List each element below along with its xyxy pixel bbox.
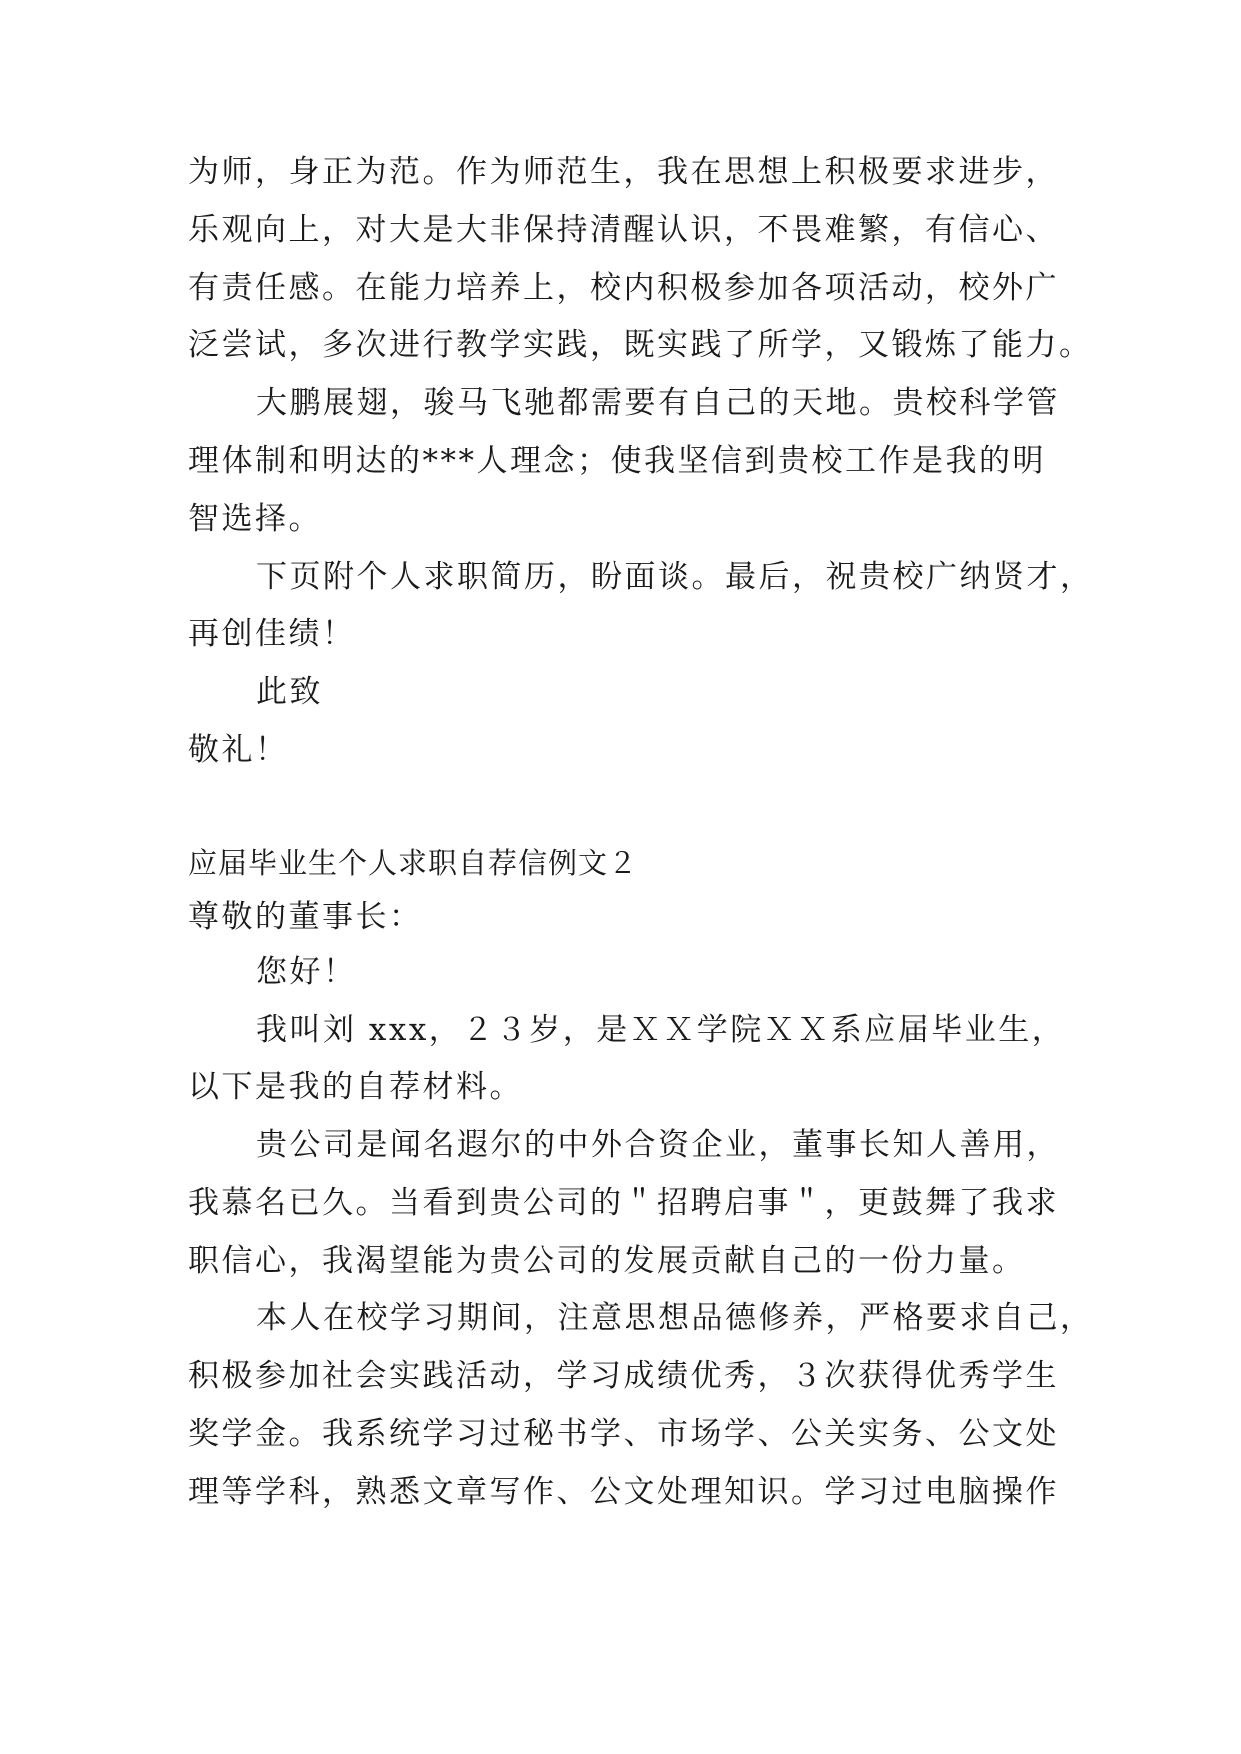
paragraph-first-line: 我叫刘 xxx，２３岁，是ＸＸ学院ＸＸ系应届毕业生，: [256, 1012, 1066, 1048]
greeting-line: 您好！: [256, 954, 357, 990]
text-line: 有责任感。在能力培养上，校内积极参加各项活动，校外广: [188, 270, 1059, 306]
greeting-line: 尊敬的董事长：: [188, 899, 423, 935]
section-title: 应届毕业生个人求职自荐信例文２: [188, 846, 639, 880]
paragraph-first-line: 本人在校学习期间，注意思想品德修养，严格要求自己，: [256, 1300, 1094, 1336]
paragraph-first-line: 下页附个人求职简历，盼面谈。最后，祝贵校广纳贤才，: [256, 559, 1094, 595]
paragraph-first-line: 大鹏展翅，骏马飞驰都需要有自己的天地。贵校科学管: [256, 385, 1060, 421]
text-line: 再创佳绩！: [188, 616, 356, 652]
salutation-line: 敬礼！: [188, 732, 289, 768]
text-line: 乐观向上，对大是大非保持清醒认识，不畏难繁，有信心、: [188, 212, 1059, 248]
text-line: 理等学科，熟悉文章写作、公文处理知识。学习过电脑操作: [188, 1474, 1059, 1510]
text-line: 理体制和明达的***人理念；使我坚信到贵校工作是我的明: [188, 443, 1046, 479]
paragraph-first-line: 贵公司是闻名遐尔的中外合资企业，董事长知人善用，: [256, 1127, 1060, 1163]
text-line: 泛尝试，多次进行教学实践，既实践了所学，又锻炼了能力。: [188, 327, 1093, 363]
text-line: 以下是我的自荐材料。: [188, 1069, 523, 1105]
text-line: 为师，身正为范。作为师范生，我在思想上积极要求进步，: [188, 154, 1059, 190]
text-line: 职信心，我渴望能为贵公司的发展贡献自己的一份力量。: [188, 1243, 1026, 1279]
closing-line: 此致: [256, 674, 323, 710]
text-line: 积极参加社会实践活动，学习成绩优秀，３次获得优秀学生: [188, 1358, 1059, 1394]
text-line: 奖学金。我系统学习过秘书学、市场学、公关实务、公文处: [188, 1416, 1059, 1452]
text-line: 智选择。: [188, 501, 322, 537]
text-line: 我慕名已久。当看到贵公司的＂招聘启事＂，更鼓舞了我求: [188, 1185, 1059, 1221]
